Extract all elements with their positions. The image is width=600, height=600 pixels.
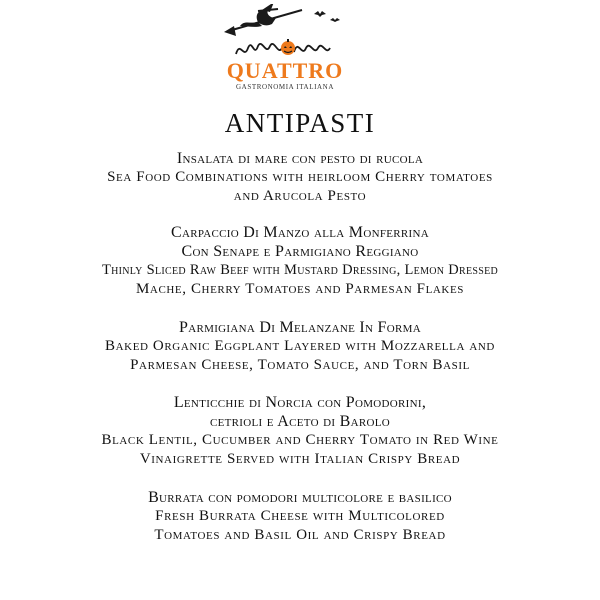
dish-description: Vinaigrette Served with Italian Crispy Bread bbox=[139, 451, 461, 467]
dish-description: Black Lentil, Cucumber and Cherry Tomato in Red Wine bbox=[101, 432, 499, 448]
dish-name: Parmigiana Di Melanzane In Forma bbox=[179, 319, 421, 336]
menu-item bbox=[0, 149, 600, 206]
menu-item bbox=[0, 223, 600, 299]
restaurant-logo bbox=[210, 4, 360, 90]
dish-description: Fresh Burrata Cheese with Multicolored bbox=[155, 508, 445, 524]
dish-description: Parmesan Cheese, Tomato Sauce, and Torn Basil bbox=[130, 357, 470, 373]
dish-name: Con Senape e Parmigiano Reggiano bbox=[181, 243, 419, 260]
dish-description: Tomatoes and Basil Oil and Crispy Bread bbox=[154, 527, 446, 543]
dish-name: Carpaccio Di Manzo alla Monferrina bbox=[171, 224, 429, 241]
dish-description: Sea Food Combinations with heirloom Cherry tomatoes bbox=[107, 169, 493, 185]
dish-name: Burrata con pomodori multicolore e basilico bbox=[148, 489, 452, 506]
section-title: ANTIPASTI bbox=[224, 108, 376, 138]
dish-name: Lenticchie di Norcia con Pomodorini, bbox=[173, 394, 427, 411]
dish-description: Mache, Cherry Tomatoes and Parmesan Flakes bbox=[135, 281, 465, 297]
dish-description: and Arucola Pesto bbox=[233, 188, 367, 204]
dish-description: Baked Organic Eggplant Layered with Mozzarella and bbox=[105, 338, 495, 354]
brand-subtitle: GASTRONOMIA ITALIANA bbox=[236, 83, 334, 91]
brand-name: QUATTRO bbox=[226, 58, 344, 83]
menu-item bbox=[0, 488, 600, 545]
dish-name: cetrioli e Aceto di Barolo bbox=[210, 413, 390, 430]
dish-name: Insalata di mare con pesto di rucola bbox=[176, 150, 424, 167]
menu-item bbox=[0, 318, 600, 375]
menu-item bbox=[0, 393, 600, 469]
dish-description: Thinly Sliced Raw Beef with Mustard Dressing, Lemon Dressed bbox=[101, 262, 499, 278]
witch-on-broom-icon bbox=[210, 4, 360, 62]
